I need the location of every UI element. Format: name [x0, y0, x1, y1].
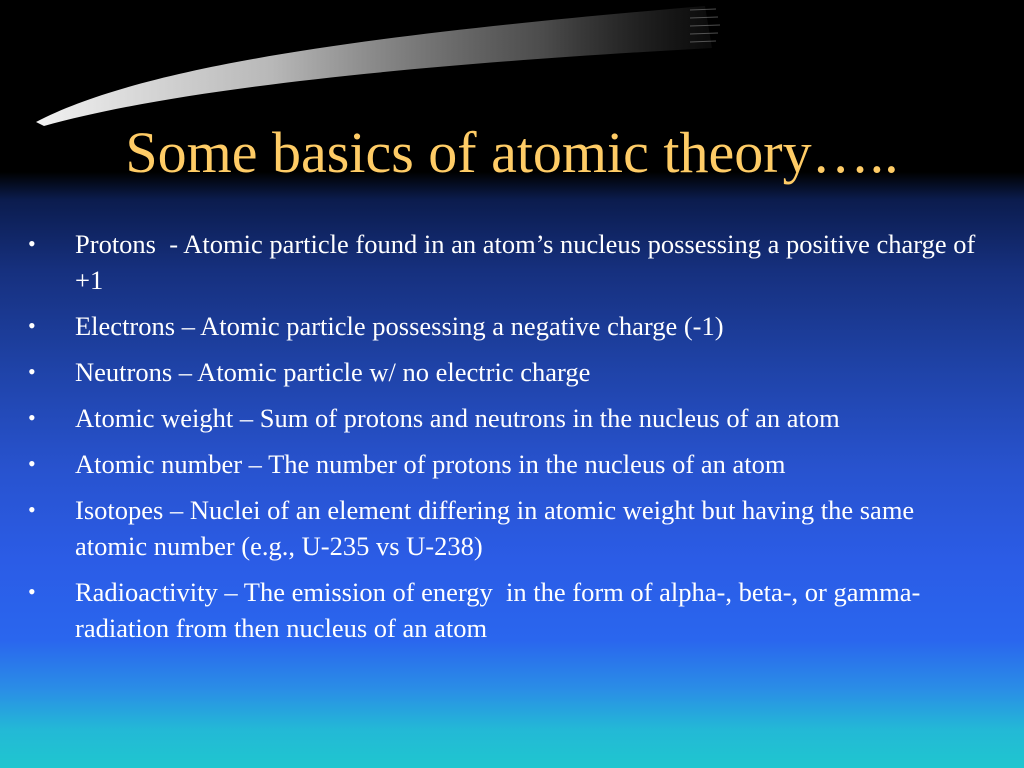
bullet-text: Protons - Atomic particle found in an atom’s nucleus possessing a positive charge of +1: [75, 229, 982, 295]
bullet-dot-icon: •: [28, 405, 36, 430]
bullet-text: Atomic weight – Sum of protons and neutrons in the nucleus of an atom: [75, 403, 840, 433]
slide-title: Some basics of atomic theory…..: [125, 120, 899, 185]
bullet-dot-icon: •: [28, 313, 36, 338]
bullet-text: Neutrons – Atomic particle w/ no electric charge: [75, 357, 591, 387]
bullet-dot-icon: •: [28, 451, 36, 476]
bullet-item-protons: [28, 226, 988, 298]
bullet-item-electrons: [28, 308, 988, 344]
bullet-dot-icon: •: [28, 359, 36, 384]
bullet-item-isotopes: [28, 492, 988, 564]
bullet-text: Isotopes – Nuclei of an element differing in atomic weight but having the same atomic number (e.g., U-235 vs U-238): [75, 495, 921, 561]
bullet-list: [28, 226, 988, 656]
bullet-item-radioactivity: [28, 574, 988, 646]
bullet-item-atomic-weight: [28, 400, 988, 436]
bullet-dot-icon: •: [28, 579, 36, 604]
bullet-text: Radioactivity – The emission of energy in the form of alpha-, beta-, or gamma-radiation from then nucleus of an atom: [75, 577, 921, 643]
bullet-item-atomic-number: [28, 446, 988, 482]
bullet-text: Electrons – Atomic particle possessing a negative charge (-1): [75, 311, 724, 341]
bullet-dot-icon: •: [28, 231, 36, 256]
bullet-item-neutrons: [28, 354, 988, 390]
bullet-dot-icon: •: [28, 497, 36, 522]
bullet-text: Atomic number – The number of protons in the nucleus of an atom: [75, 449, 786, 479]
